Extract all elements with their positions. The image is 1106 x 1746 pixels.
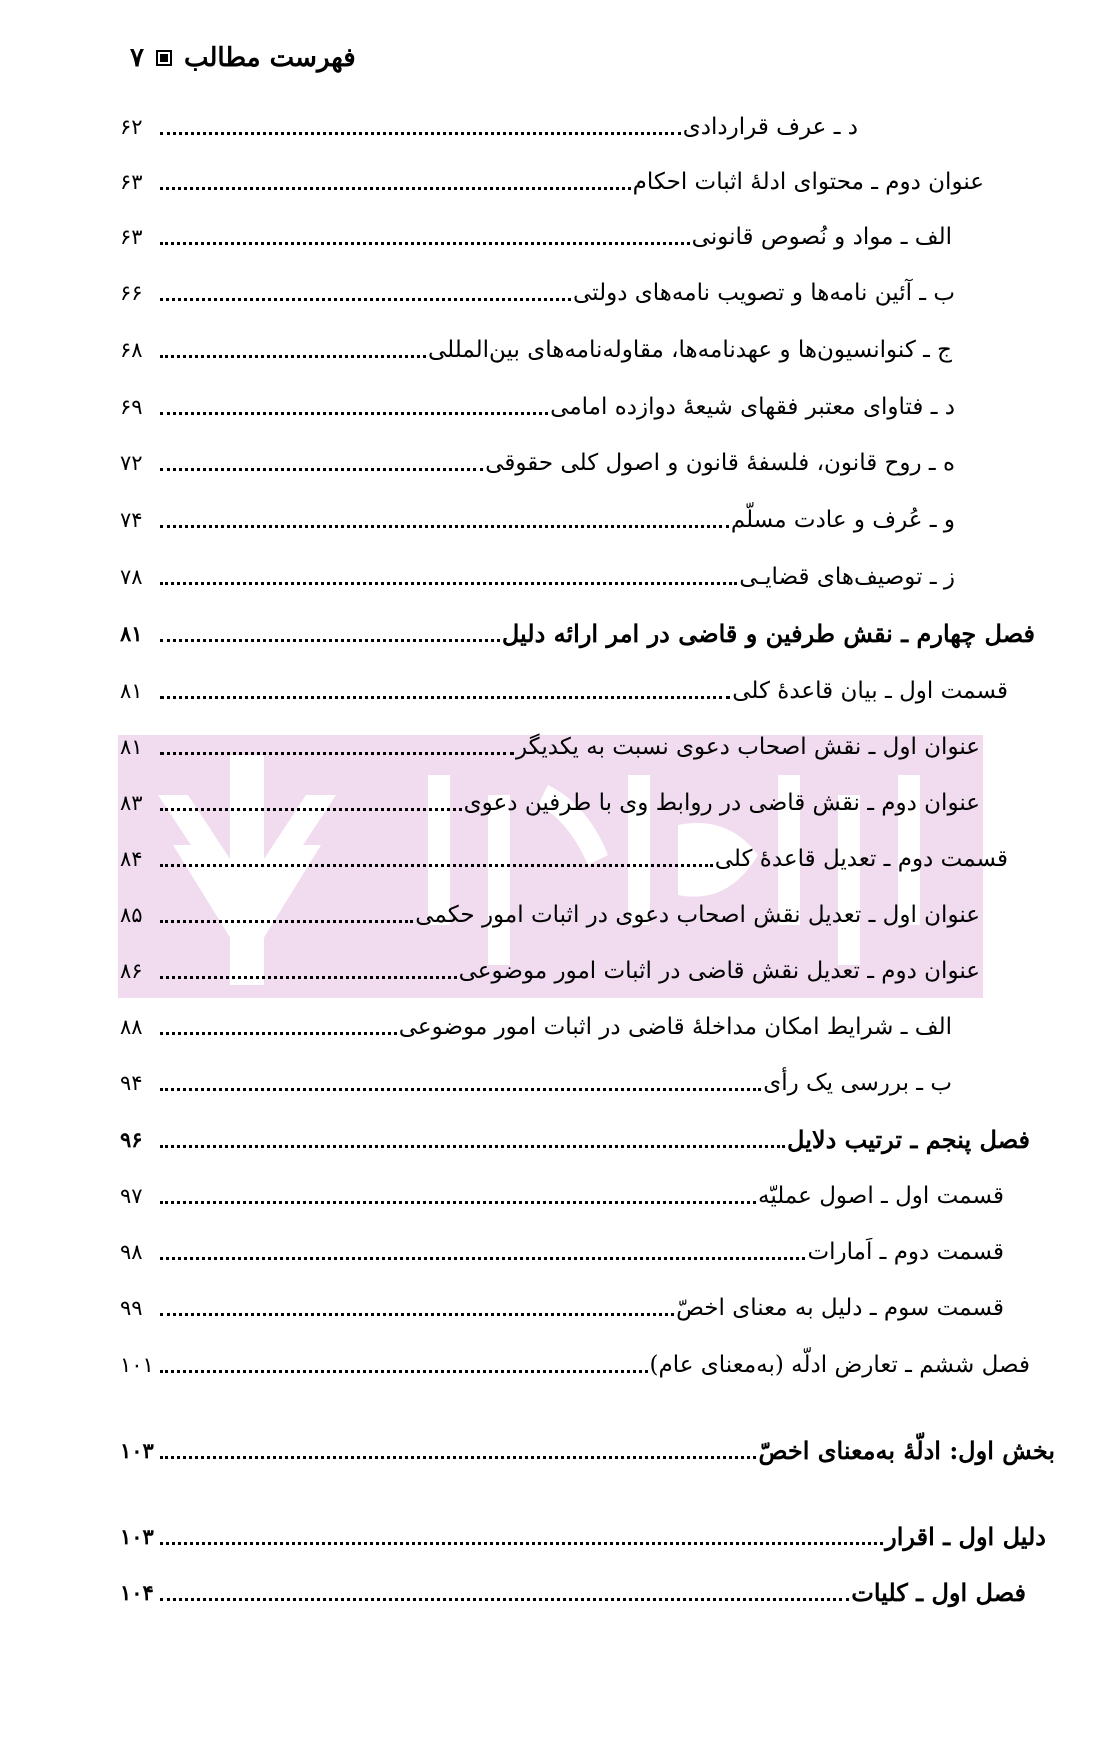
toc-entry-page: ۷۲ [120, 451, 143, 475]
toc-entry-title: قسمت اول ـ اصول عملیّه [757, 1183, 1004, 1209]
toc-entry [120, 892, 980, 932]
toc-entry-page: ۸۵ [120, 903, 143, 927]
toc-entry-page: ۹۸ [120, 1240, 143, 1264]
toc-entry-page: ۸۶ [120, 959, 143, 983]
toc-entry [120, 1285, 1004, 1325]
toc-entry-title: عنوان اول ـ تعدیل نقش اصحاب دعوی در اثبات امور حکمی [415, 902, 980, 928]
toc-entry-page: ۹۴ [120, 1071, 143, 1095]
dot-leader [160, 864, 713, 867]
dot-leader [160, 1542, 883, 1545]
toc-entry-page: ۱۰۱ [120, 1353, 154, 1377]
dot-leader [160, 1313, 674, 1316]
toc-entry-title: ز ـ توصیف‌های قضایـی [739, 564, 955, 590]
toc-entry-title: ب ـ بررسی یک رأی [763, 1070, 952, 1096]
dot-leader [160, 1257, 805, 1260]
dot-leader [160, 976, 457, 979]
toc-entry-page: ۶۶ [120, 281, 143, 305]
toc-entry-page: ۶۲ [120, 115, 143, 139]
dot-leader [160, 1201, 756, 1204]
header-page-number: ۷ [130, 43, 144, 73]
toc-entry-page: ۸۸ [120, 1015, 143, 1039]
toc-entry [120, 1229, 1004, 1269]
dot-leader [160, 1598, 849, 1601]
dot-leader [160, 808, 462, 811]
dot-leader [160, 1145, 785, 1148]
toc-entry [120, 327, 952, 367]
dot-leader [160, 412, 548, 415]
toc-entry-title: قسمت دوم ـ تعدیل قاعدۀ کلی [714, 846, 1008, 872]
toc-entry-page: ۹۷ [120, 1184, 143, 1208]
toc-entry [120, 1570, 1026, 1610]
toc-entry-page: ۶۹ [120, 395, 143, 419]
toc-entry-title: عنوان دوم ـ تعدیل نقش قاضی در اثبات امور موضوعی [458, 958, 980, 984]
dot-leader [160, 1370, 648, 1373]
toc-entry-title: عنوان دوم ـ نقش قاضی در روابط وی با طرفین دعوی [463, 790, 980, 816]
toc-entry [120, 384, 955, 424]
toc-entry [120, 440, 955, 480]
toc-entry-title: دلیل اول ـ اقرار [885, 1522, 1046, 1551]
toc-entry [120, 104, 858, 144]
toc-entry-page: ۶۳ [120, 225, 143, 249]
toc-entry-title: الف ـ مواد و نُصوص قانونی [691, 224, 952, 250]
toc-entry-page: ۶۳ [120, 170, 143, 194]
toc-entry-title: فصل اول ـ کلیات [851, 1578, 1026, 1607]
dot-leader [160, 696, 730, 699]
toc-entry-page: ۹۶ [120, 1127, 143, 1152]
toc-entry-title: بخش اول: ادلّۀ به‌معنای اخصّ [758, 1436, 1055, 1465]
toc-entry [120, 780, 980, 820]
toc-entry [120, 836, 1008, 876]
toc-entry [120, 1173, 1004, 1213]
dot-leader [160, 355, 426, 358]
toc-entry-title: فصل ششم ـ تعارض ادلّه (به‌معنای عام) [649, 1352, 1030, 1378]
toc-entry-title: فصل چهارم ـ نقش طرفین و قاضی در امر ارائه دلیل [501, 619, 1035, 648]
toc-entry [120, 1117, 1030, 1157]
toc-entry [120, 497, 955, 537]
toc-entry-page: ۷۸ [120, 565, 143, 589]
toc-entry [120, 554, 955, 594]
toc-entry-title: قسمت سوم ـ دلیل به معنای اخصّ [676, 1295, 1004, 1321]
dot-leader [160, 1032, 397, 1035]
toc-entry [120, 270, 955, 310]
toc-entry-title: عنوان اول ـ نقش اصحاب دعوی نسبت به یکدیگر [515, 734, 980, 760]
dot-leader [160, 298, 571, 301]
toc-entry [120, 1004, 952, 1044]
toc-entry [120, 611, 1035, 651]
toc-entry-title: ج ـ کنوانسیون‌ها و عهدنامه‌ها، مقاوله‌نامه‌های بین‌المللی [427, 337, 952, 363]
toc-entry-page: ۷۴ [120, 508, 143, 532]
toc-entry [120, 214, 952, 254]
toc-entry-title: د ـ عرف قراردادی [682, 114, 858, 140]
toc-entry-title: قسمت اول ـ بیان قاعدۀ کلی [732, 678, 1008, 704]
toc-entry-title: و ـ عُرف و عادت مسلّم [730, 507, 955, 533]
toc-entry-page: ۸۳ [120, 791, 143, 815]
dot-leader [160, 1456, 756, 1459]
dot-leader [160, 468, 483, 471]
toc-entry-title: عنوان دوم ـ محتوای ادلۀ اثبات احکام [632, 169, 984, 195]
toc-entry-page: ۸۱ [120, 621, 143, 646]
dot-leader [160, 582, 737, 585]
dot-leader [160, 187, 631, 190]
dot-leader [160, 525, 729, 528]
toc-entry [120, 1514, 1046, 1554]
toc-entry-page: ۸۴ [120, 847, 143, 871]
dot-leader [160, 242, 690, 245]
toc-entry-title: فصل پنجم ـ ترتیب دلایل [787, 1125, 1030, 1154]
dot-leader [160, 920, 413, 923]
toc-entry-page: ۹۹ [120, 1296, 143, 1320]
toc-entry-page: ۱۰۳ [120, 1438, 154, 1463]
toc-entry-title: قسمت دوم ـ اَمارات [807, 1239, 1004, 1265]
toc-entry-title: ه ـ روح قانون، فلسفۀ قانون و اصول کلی حقوقی [485, 450, 955, 476]
toc-entry-title: ب ـ آئین نامه‌ها و تصویب نامه‌های دولتی [573, 280, 955, 306]
toc-entry [120, 1342, 1030, 1382]
dot-leader [160, 1088, 761, 1091]
toc-entry-title: د ـ فتاوای معتبر فقهای شیعۀ دوازده امامی [550, 394, 955, 420]
toc-entry [120, 1428, 1055, 1468]
toc-entry-page: ۱۰۴ [120, 1580, 154, 1605]
toc-entry [120, 948, 980, 988]
toc-entry [120, 159, 984, 199]
toc-entry [120, 668, 1008, 708]
toc-entry-page: ۶۸ [120, 338, 143, 362]
toc-entry-title: الف ـ شرایط امکان مداخلۀ قاضی در اثبات امور موضوعی [398, 1014, 952, 1040]
header-title: فهرست مطالب [183, 43, 356, 73]
toc-entry [120, 1060, 952, 1100]
dot-leader [160, 639, 500, 642]
toc-entry-page: ۸۱ [120, 735, 143, 759]
dot-leader [160, 132, 681, 135]
toc-entry-page: ۱۰۳ [120, 1524, 154, 1549]
dot-leader [160, 752, 514, 755]
toc-entry-page: ۸۱ [120, 679, 143, 703]
toc-entry [120, 724, 980, 764]
